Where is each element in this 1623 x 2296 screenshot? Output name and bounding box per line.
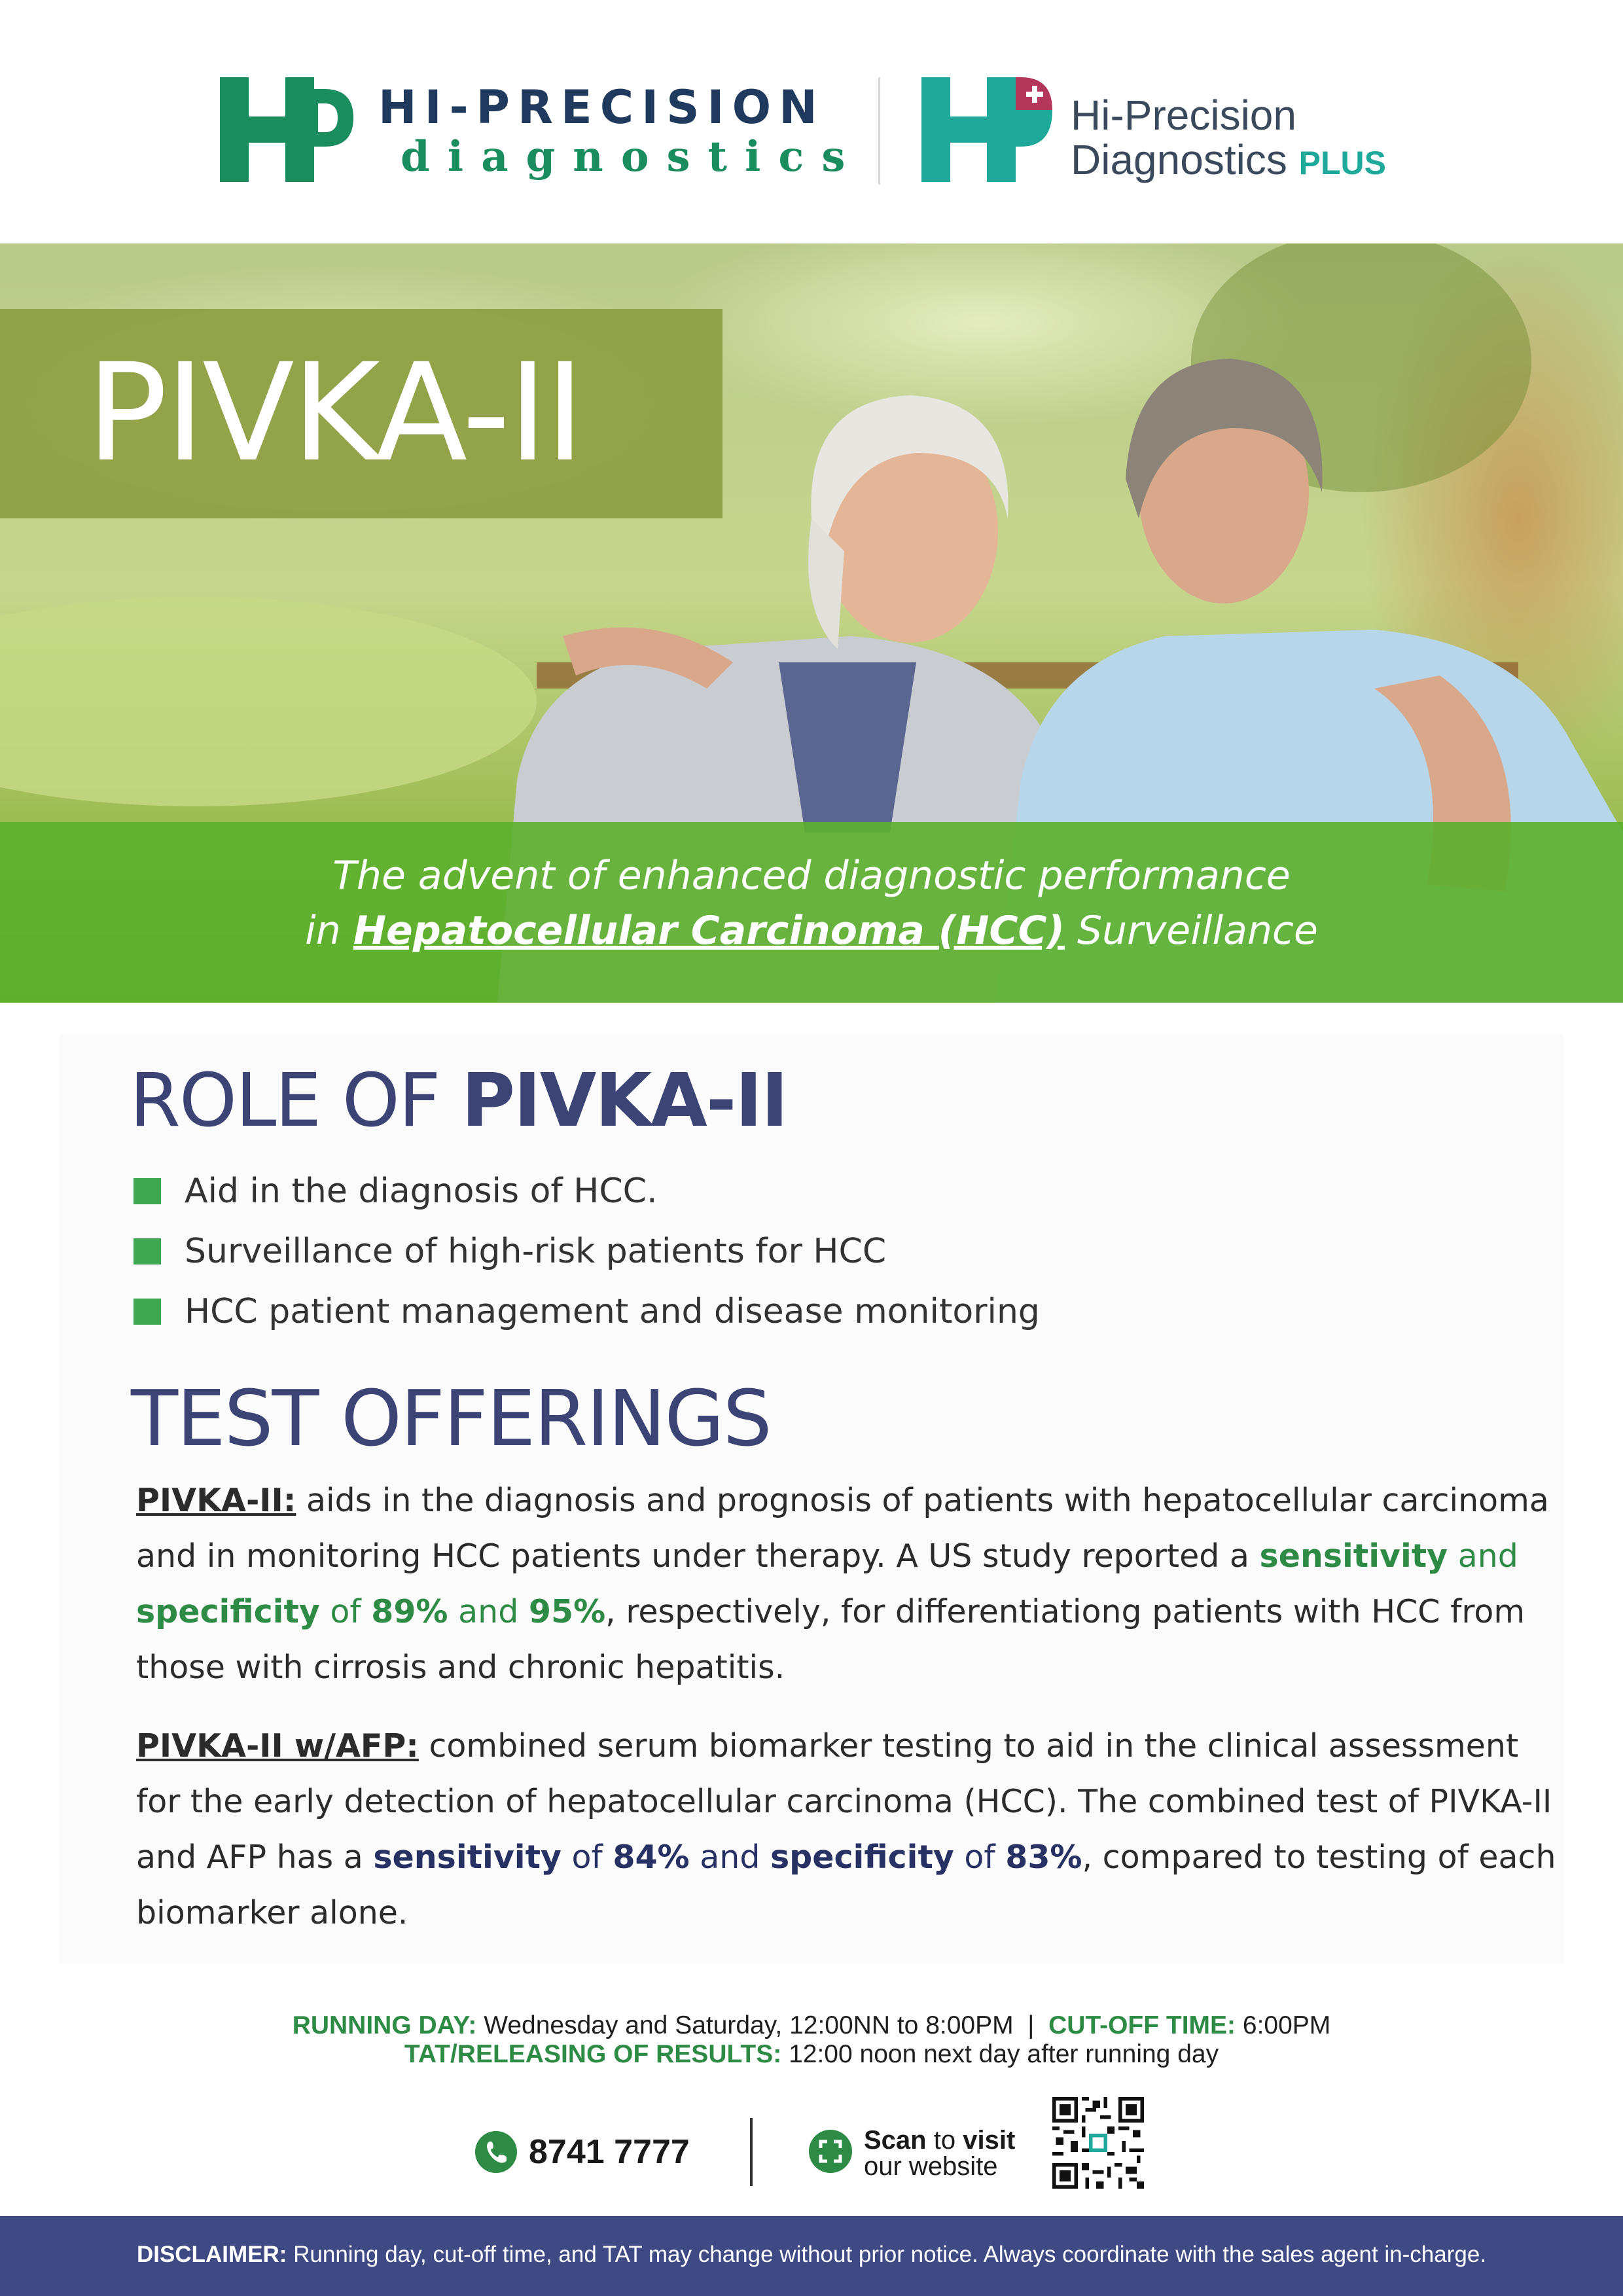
logo2-line2: Diagnostics: [1071, 136, 1287, 183]
disclaimer-label: DISCLAIMER:: [136, 2242, 287, 2267]
cutoff-value: 6:00PM: [1242, 2011, 1331, 2039]
pivka-afp-of1: of: [571, 1839, 603, 1876]
hp-plus-logo-mark: [921, 77, 1052, 182]
schedule-tat-line: [0, 2039, 1623, 2070]
page-title: PIVKA-II: [86, 334, 582, 492]
pivka-text2: , respectively, for differentiationg patients with HCC from those with cirrosis and chronic hepatitis.: [136, 1593, 1525, 1686]
pivka-val1: 89%: [371, 1593, 448, 1630]
pivka-afp-label: PIVKA-II w/AFP:: [136, 1727, 419, 1765]
role-heading-bold: PIVKA-II: [461, 1058, 787, 1143]
pivka-sensitivity: sensitivity: [1259, 1537, 1448, 1575]
phone-icon[interactable]: [475, 2131, 517, 2173]
schedule-running-line: [0, 2011, 1623, 2041]
bullet-square-icon: [134, 1299, 161, 1325]
running-day-value: Wednesday and Saturday, 12:00NN to 8:00PM: [484, 2011, 1014, 2039]
role-item-text: HCC patient management and disease monitoring: [185, 1292, 1040, 1331]
role-list: [134, 1161, 1040, 1342]
role-item-text: Aid in the diagnosis of HCC.: [185, 1172, 658, 1211]
hero-tagline: [0, 848, 1623, 958]
pivka-label: PIVKA-II:: [136, 1482, 296, 1519]
phone-number[interactable]: 8741 7777: [529, 2133, 690, 2171]
hi-precision-diagnostics-plus-logo[interactable]: [921, 77, 1419, 185]
bullet-square-icon: [134, 1238, 161, 1265]
pivka-specificity: specificity: [136, 1593, 320, 1630]
hero-banner: [0, 243, 1623, 1003]
pivka-paragraph: [136, 1473, 1563, 1695]
running-day-label: RUNNING DAY:: [292, 2011, 477, 2039]
disclaimer: [0, 2240, 1623, 2270]
pivka-afp-sensitivity: sensitivity: [373, 1839, 562, 1876]
pivka-of: of: [330, 1593, 361, 1630]
pivka-text1: aids in the diagnosis and prognosis of patients with hepatocellular carcinoma and in monitoring HCC patients under therapy. A US study reported a: [136, 1482, 1549, 1575]
role-heading: [130, 1055, 787, 1147]
tagline-line1: The advent of enhanced diagnostic performance: [332, 853, 1291, 899]
header: [0, 0, 1623, 243]
logo-divider: [878, 77, 880, 185]
tagline-prefix: in: [305, 908, 341, 954]
list-item: [134, 1161, 1040, 1221]
cutoff-label: CUT-OFF TIME:: [1048, 2011, 1236, 2039]
schedule-separator: |: [1027, 2011, 1035, 2039]
scan-to-visit-text[interactable]: [864, 2127, 1015, 2179]
bullet-square-icon: [134, 1178, 161, 1204]
pivka-afp-and: and: [700, 1839, 760, 1876]
pivka-afp-of2: of: [964, 1839, 995, 1876]
tagline-hcc-link[interactable]: Hepatocellular Carcinoma (HCC): [353, 908, 1065, 954]
role-item-text: Surveillance of high-risk patients for HCC: [185, 1232, 887, 1271]
hp-logo-mark: [220, 77, 353, 182]
tagline-suffix: Surveillance: [1077, 908, 1318, 954]
pivka-afp-text2: , compared to testing of each biomarker alone.: [136, 1839, 1556, 1931]
tat-label: TAT/RELEASING OF RESULTS:: [404, 2040, 782, 2068]
test-offerings-heading: TEST OFFERINGS: [131, 1373, 771, 1463]
hi-precision-diagnostics-logo[interactable]: [220, 77, 863, 185]
scan-to: to: [933, 2126, 956, 2155]
pivka-and2: and: [458, 1593, 519, 1630]
tat-value: 12:00 noon next day after running day: [789, 2040, 1219, 2068]
pivka-and1: and: [1457, 1537, 1518, 1575]
qr-code[interactable]: [1052, 2097, 1144, 2189]
pivka-afp-val2: 83%: [1005, 1839, 1082, 1876]
logo2-line1: Hi-Precision: [1071, 92, 1296, 139]
scan-bold: Scan: [864, 2126, 927, 2155]
scan-line2: our website: [864, 2152, 998, 2181]
scan-visit: visit: [963, 2126, 1016, 2155]
contact-divider: [750, 2118, 753, 2186]
disclaimer-text: Running day, cut-off time, and TAT may change without prior notice. Always coordinate with the sales agent in-charge.: [293, 2242, 1487, 2267]
pivka-afp-text1: combined serum biomarker testing to aid in the clinical assessment for the early detection of hepatocellular carcinoma (HCC). The combined test of PIVKA-II and AFP has a: [136, 1727, 1552, 1876]
role-heading-light: ROLE OF: [130, 1058, 440, 1143]
list-item: [134, 1282, 1040, 1342]
pivka-afp-val1: 84%: [613, 1839, 690, 1876]
pivka-afp-paragraph: [136, 1718, 1563, 1941]
logo1-title: HI-PRECISION: [378, 81, 825, 134]
logo2-plus: PLUS: [1298, 145, 1386, 181]
list-item: [134, 1221, 1040, 1282]
logo1-subtitle: diagnostics: [401, 132, 863, 181]
pivka-val2: 95%: [528, 1593, 606, 1630]
scan-icon[interactable]: [809, 2130, 852, 2173]
pivka-afp-specificity: specificity: [770, 1839, 954, 1876]
